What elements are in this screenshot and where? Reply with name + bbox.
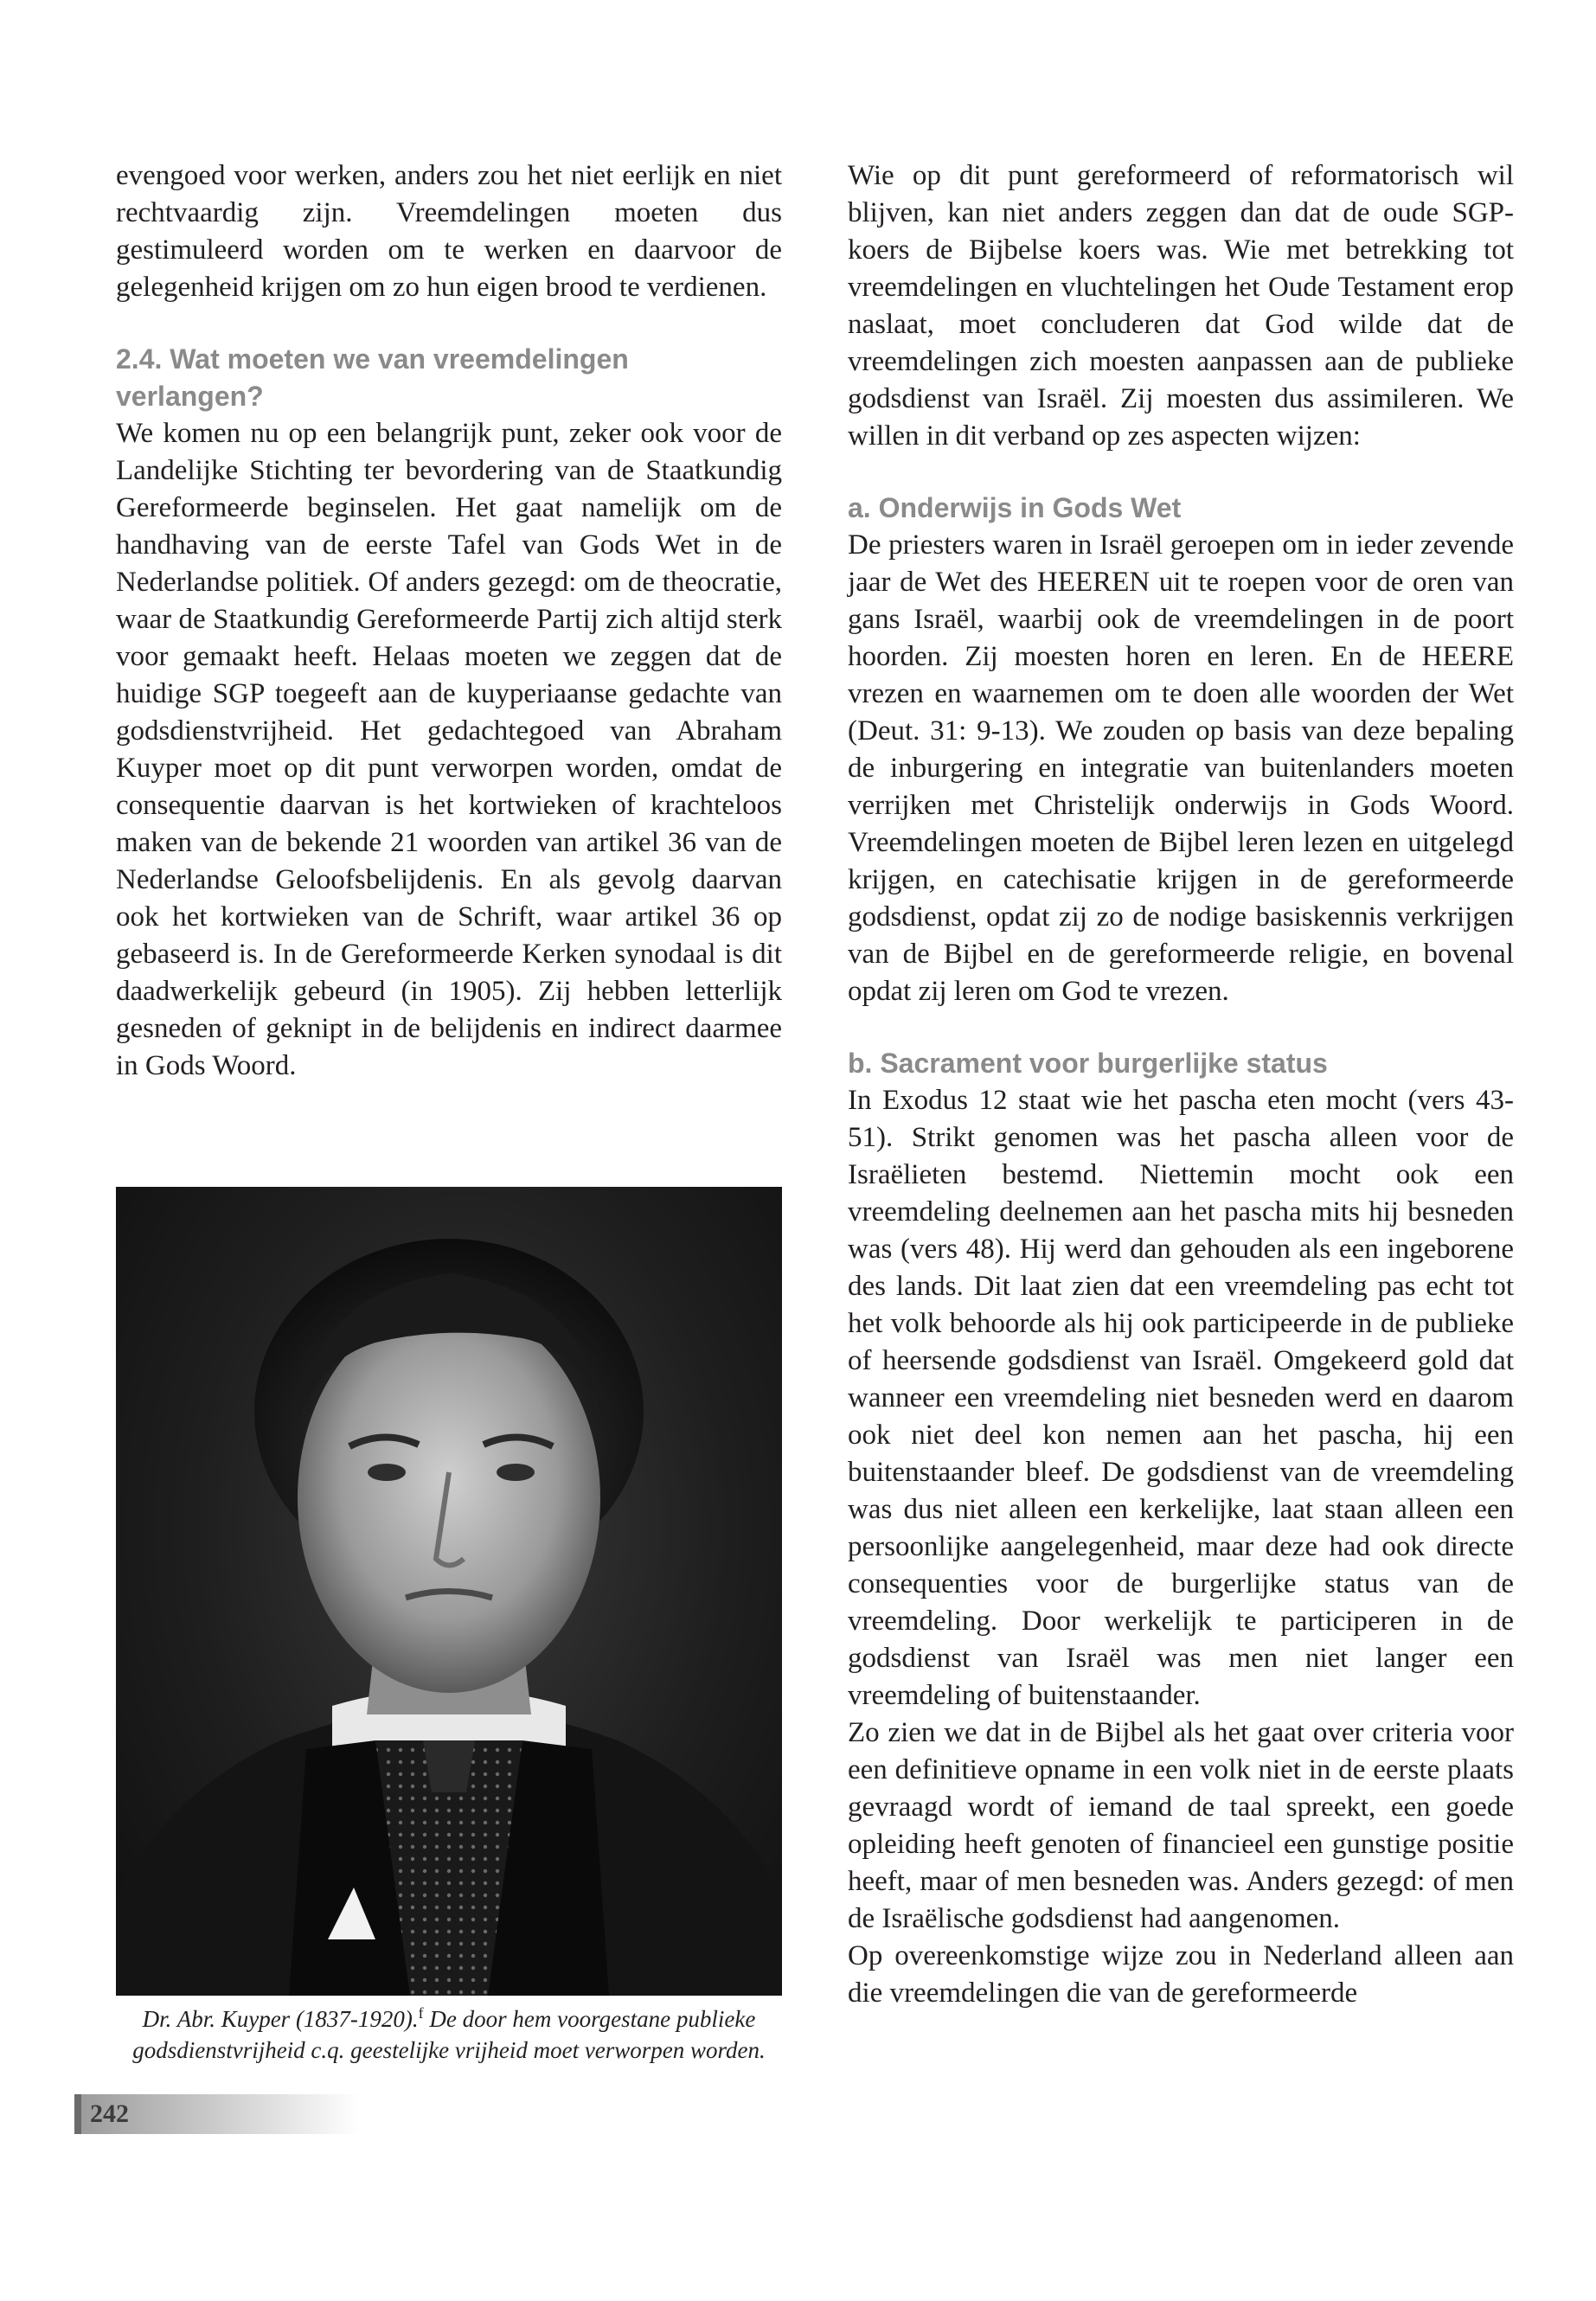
footnote-marker: f bbox=[418, 2004, 424, 2022]
paragraph: We komen nu op een belangrijk punt, zeker ook voor de Landelijke Stichting ter bevordering van de Staatkundig Gereformeerde beginselen. Het gaat namelijk om de handhaving van de eerste Tafel van Gods Wet in de Nederlandse politiek. Of anders gezegd: om de theocratie, waar de Staatkundig Gereformeerde Partij zich altijd sterk voor gemaakt heeft. Helaas moeten we zeggen dat de huidige SGP toegeeft aan de kuyperiaanse gedachte van godsdienstvrijheid. Het gedachtegoed van Abraham Kuyper moet op dit punt verworpen worden, omdat de consequentie daarvan is het kortwieken of krachteloos maken van de bekende 21 woorden van artikel 36 van de Nederlandse Geloofsbelijdenis. En als gevolg daarvan ook het kortwieken van de Schrift, waar artikel 36 op gebaseerd is. In de Gereformeerde Kerken synodaal is dit daadwerkelijk gebeurd (in 1905). Zij hebben letterlijk gesneden of geknipt in de belijdenis en indirect daarmee in Gods Woord. bbox=[116, 418, 782, 1081]
section-heading: 2.4. Wat moeten we van vreemdelingen verlangen? bbox=[116, 343, 629, 412]
paragraph: Zo zien we dat in de Bijbel als het gaat over criteria voor een definitieve opname in een volk niet in de eerste plaats gevraagd wordt of iemand de taal spreekt, een goede opleiding heeft genoten of financieel een gunstige positie heeft, maar of men besneden was. Anders gezegd: of men de Israëlische godsdienst had aangenomen. bbox=[848, 1717, 1514, 1934]
paragraph: In Exodus 12 staat wie het pascha eten mocht (vers 43-51). Strikt genomen was het pascha alleen voor de Israëlieten bestemd. Niettemin mocht ook een vreemdeling deelnemen aan het pascha mits hij besneden was (vers 48). Hij werd dan gehouden als een ingeborene des lands. Dit laat zien dat een vreemdeling pas echt tot het volk behoorde als hij ook participeerde in de publieke of heersende godsdienst van Israël. Omgekeerd gold dat wanneer een vreemdeling niet besneden werd en daarom ook niet deel kon nemen aan het pascha, hij een buitenstaander bleef. De godsdienst van de vreemdeling was dus niet alleen een kerkelijke, laat staan alleen een persoonlijke aangelegenheid, maar deze had ook directe consequenties voor de burgerlijke status van de vreemdeling. Door werkelijk te participeren in de godsdienst van Israël was men niet langer een vreemdeling of buitenstaander. bbox=[848, 1085, 1514, 1711]
paragraph: Wie op dit punt gereformeerd of reformatorisch wil blijven, kan niet anders zeggen dan dat de oude SGP-koers de Bijbelse koers was. Wie met betrekking tot vreemdelingen en vluchtelingen het Oude Testament erop naslaat, moet concluderen dat God wilde dat de vreemdelingen zich moesten aanpassen aan de publieke godsdienst van Israël. Zij moesten dus assimileren. We willen in dit verband op zes aspecten wijzen: bbox=[848, 160, 1514, 452]
paragraph: evengoed voor werken, anders zou het niet eerlijk en niet rechtvaardig zijn. Vreemdelingen moeten dus gestimuleerd worden om te werken en daarvoor de gelegenheid krijgen om zo hun eigen brood te verdienen. bbox=[116, 160, 782, 303]
caption-text: De door hem voorgestane publieke godsdienstvrijheid c.q. geestelijke vrijheid moet verworpen worden. bbox=[132, 2006, 766, 2063]
left-column bbox=[116, 157, 782, 1085]
paragraph: De priesters waren in Israël geroepen om in ieder zevende jaar de Wet des HEEREN uit te roepen voor de oren van gans Israël, waarbij ook de vreemdelingen in de poort hoorden. Zij moesten horen en leren. En de HEERE vrezen en waarnemen om te doen alle woorden der Wet (Deut. 31: 9-13). We zouden op basis van deze bepaling de inburgering en integratie van buitenlanders moeten verrijken met Christelijk onderwijs in Gods Woord. Vreemdelingen moeten de Bijbel leren lezen en uitgelegd krijgen, en catechisatie krijgen in de gereformeerde godsdienst, opdat zij zo de nodige basiskennis verkrijgen van de Bijbel en de gereformeerde religie, en bovenal opdat zij leren om God te vrezen. bbox=[848, 529, 1514, 1007]
paragraph: Op overeenkomstige wijze zou in Nederland alleen aan die vreemdelingen die van de gereformeerde bbox=[848, 1940, 1514, 2009]
photo-caption bbox=[116, 2003, 782, 2066]
section-heading-b: b. Sacrament voor burgerlijke status bbox=[848, 1048, 1328, 1079]
page-tab-bar bbox=[74, 2094, 81, 2134]
page-number-tab bbox=[74, 2094, 360, 2134]
portrait-photo bbox=[116, 1187, 782, 1996]
caption-name: Dr. Abr. Kuyper (1837-1920). bbox=[142, 2006, 419, 2032]
right-column bbox=[848, 157, 1514, 2012]
portrait-illustration bbox=[116, 1187, 782, 1996]
page-number: 242 bbox=[90, 2099, 129, 2128]
section-heading-a: a. Onderwijs in Gods Wet bbox=[848, 492, 1182, 523]
